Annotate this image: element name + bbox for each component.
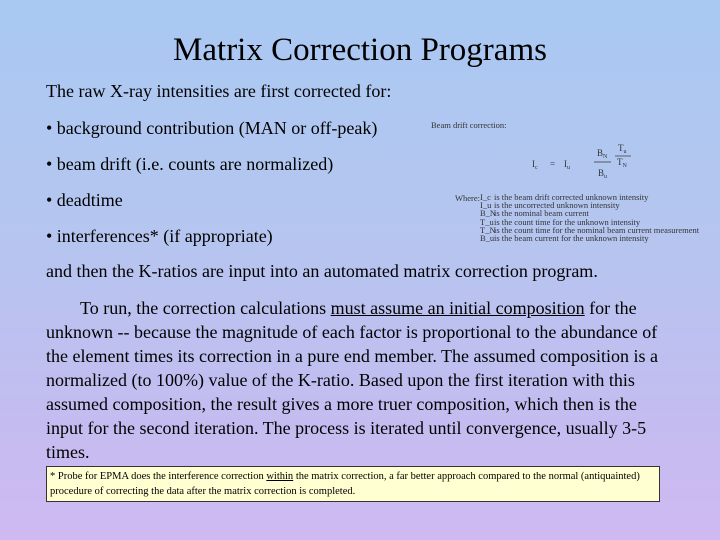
definition-symbol: I_c <box>480 192 491 202</box>
formula-bu: $B_u$ <box>598 168 608 180</box>
definition-symbol: B_u <box>480 233 495 244</box>
definition-symbol: T_u <box>480 216 494 227</box>
para-part1: To run, the correction calculations <box>80 298 331 318</box>
formula-eq: = <box>550 159 556 169</box>
figure-heading: Beam drift correction: <box>431 120 507 130</box>
formula-tn: $T_N$ <box>617 157 627 169</box>
definitions-list <box>480 193 699 242</box>
formula-bn: $B_N$ <box>597 148 608 160</box>
definition-text: is the count time for the nominal beam current measurement <box>494 224 700 235</box>
definition-text: is the uncorrected unknown intensity <box>494 200 620 211</box>
bullet-beam-drift: • beam drift (i.e. counts are normalized) <box>46 154 334 174</box>
formula-iu: $I_u$ <box>564 159 570 171</box>
footnote-part2: the matrix correction, a far better approach compared to the normal (antiquainted) procedure of correcting the data after the matrix correction is completed. <box>50 471 640 497</box>
definition-symbol: B_N <box>480 208 497 219</box>
bullet-background: • background contribution (MAN or off-peak) <box>46 118 378 138</box>
formula-ic: $I_c$ <box>532 159 538 171</box>
definition-text: is the beam drift corrected unknown intensity <box>494 192 649 202</box>
definition-text: is the count time for the unknown intensity <box>494 216 641 227</box>
intro-text: The raw X-ray intensities are first corrected for: <box>46 81 392 101</box>
then-text: and then the K-ratios are input into an automated matrix correction program. <box>46 261 598 281</box>
definition-text: is the nominal beam current <box>494 208 589 219</box>
where-label: Where: <box>455 193 481 203</box>
footnote-box <box>46 466 660 502</box>
para-part2: for the unknown -- because the magnitude of each factor is proportional to the abundance of the element times its correction in a pure end member. The assumed composition is a normalized (to 100%) value of the K-ratio. Based upon the first iteration with this assumed composition, the result gives a more truer composition, which then is the input for the second iteration. The process is iterated until convergence, usually 3-5 times. <box>46 298 659 462</box>
slide-title: Matrix Correction Programs <box>173 32 547 68</box>
definition-symbol: I_u <box>480 200 492 211</box>
beam-drift-figure <box>428 118 700 252</box>
formula-tu: $T_u$ <box>618 143 627 155</box>
para-underlined: must assume an initial composition <box>330 298 585 318</box>
definition-text: is the beam current for the unknown intensity <box>494 233 649 244</box>
bullet-deadtime: • deadtime <box>46 190 123 210</box>
main-paragraph <box>46 296 676 464</box>
definition-symbol: T_N <box>480 224 496 235</box>
footnote-part1: * Probe for EPMA does the interference correction <box>50 471 267 482</box>
beam-drift-formula <box>428 118 678 193</box>
definition-row <box>480 234 699 242</box>
bullet-interferences: • interferences* (if appropriate) <box>46 226 273 246</box>
footnote-underlined: within <box>266 471 294 482</box>
